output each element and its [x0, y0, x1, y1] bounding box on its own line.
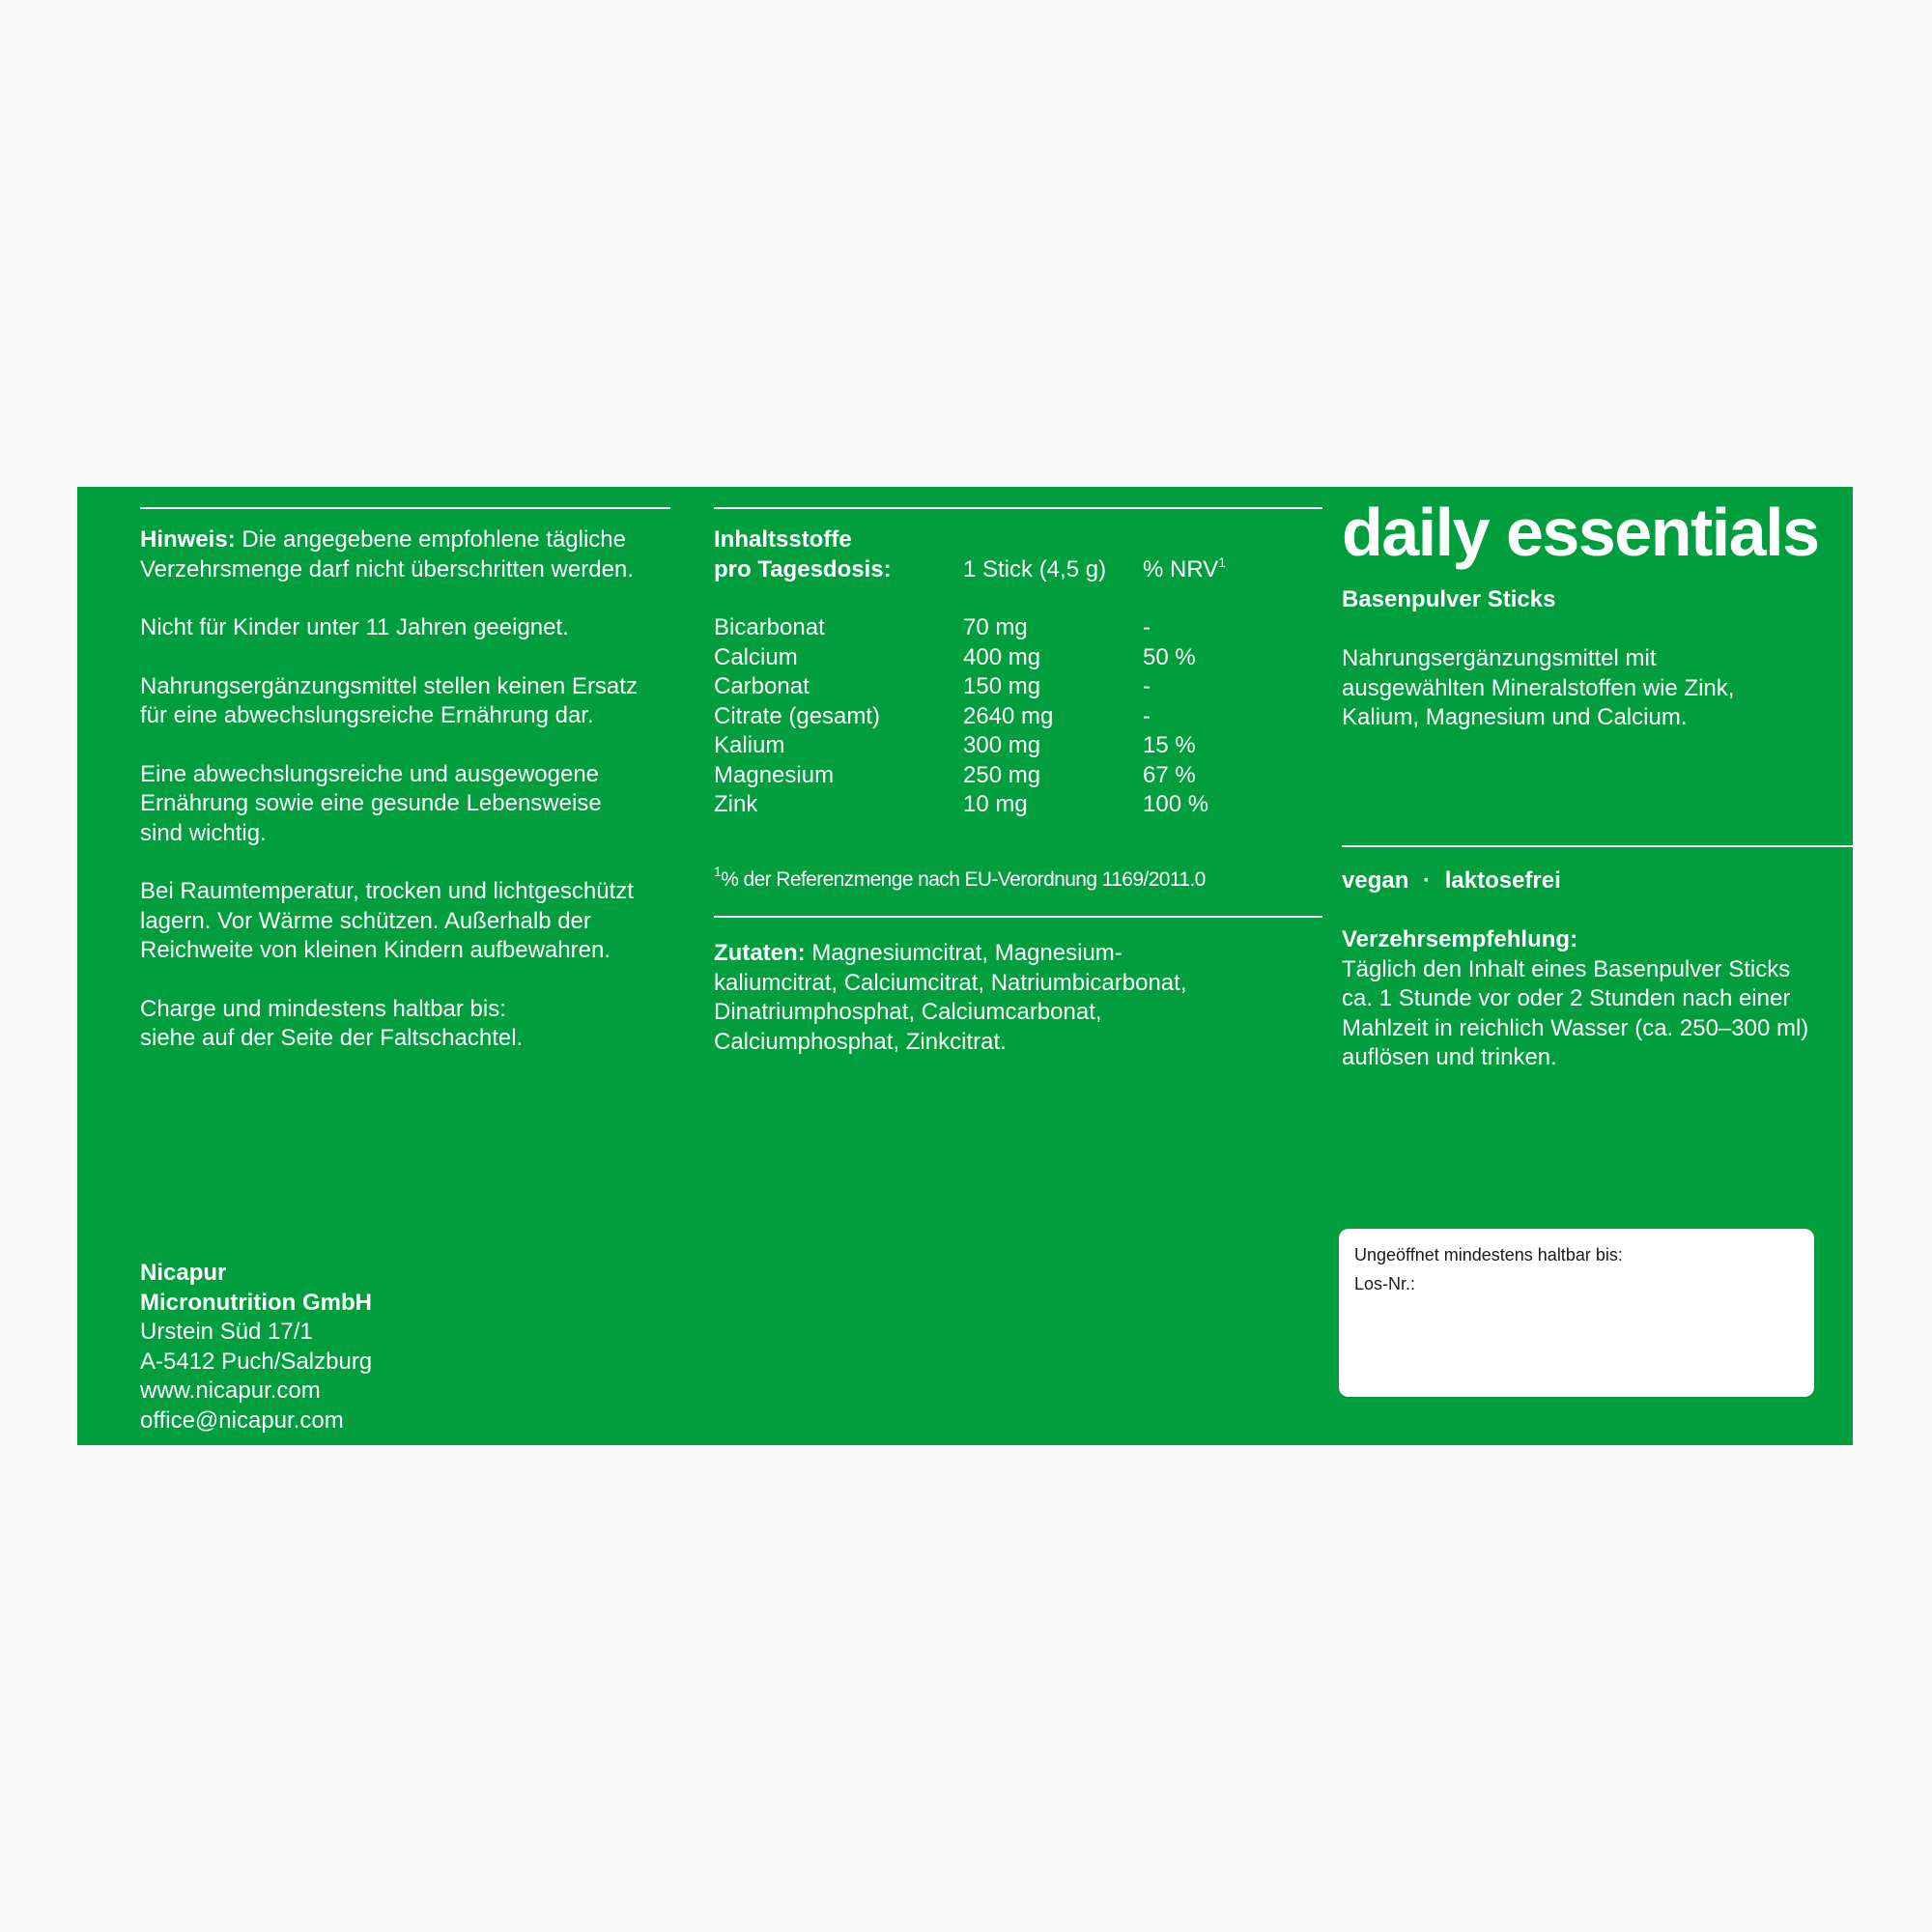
nutrition-header-nrv	[1143, 555, 1226, 585]
nutrition-header-amount: 1 Stick (4,5 g)	[963, 555, 1107, 582]
notice-ersatz-line-1: Nahrungsergänzungsmittel stellen keinen Ersatz	[140, 672, 638, 699]
notice-ernaehrung-line-3: sind wichtig.	[140, 819, 267, 846]
usage-line-2: ca. 1 Stunde vor oder 2 Stunden nach einer	[1342, 985, 1791, 1011]
ingredients-line-3: Dinatriumphosphat, Calciumcarbonat,	[714, 999, 1102, 1025]
notice-hinweis-text: Die angegebene empfohlene tägliche	[235, 526, 626, 553]
nutrient-amount: 300 mg	[963, 732, 1041, 758]
ingredients-line-2: kaliumcitrat, Calciumcitrat, Natriumbicarbonat,	[714, 969, 1187, 996]
nutrition-header-label-2: pro Tagesdosis:	[714, 555, 892, 582]
nutrient-nrv: -	[1143, 702, 1151, 729]
notice-column	[140, 526, 638, 1054]
nutrient-amount: 10 mg	[963, 791, 1028, 817]
company-email: office@nicapur.com	[140, 1406, 344, 1434]
ingredients-block	[714, 939, 1186, 1057]
company-website: www.nicapur.com	[140, 1378, 321, 1404]
product-title: daily essentials	[1342, 495, 1819, 570]
product-description-line-3: Kalium, Magnesium und Calcium.	[1342, 704, 1688, 730]
notice-ernaehrung-line-2: Ernährung sowie eine gesunde Lebensweise	[140, 790, 602, 816]
nutrition-header-row-1	[714, 526, 1226, 555]
tag-separator: ·	[1423, 867, 1432, 894]
product-description	[1342, 644, 1734, 733]
nutrient-name: Bicarbonat	[714, 614, 825, 640]
nutrient-name: Kalium	[714, 732, 785, 758]
nutrition-row	[714, 761, 1226, 791]
product-tags	[1342, 867, 1561, 896]
divider-middle-top	[714, 507, 1322, 509]
usage-heading: Verzehrsempfehlung:	[1342, 926, 1578, 952]
nutrition-row	[714, 613, 1226, 643]
nutrient-name: Carbonat	[714, 673, 810, 699]
batch-stamp-box	[1339, 1229, 1814, 1397]
product-subtitle: Basenpulver Sticks	[1342, 586, 1556, 612]
nutrition-row	[714, 702, 1226, 732]
nutrient-nrv: 15 %	[1143, 732, 1196, 758]
notice-charge	[140, 995, 638, 1054]
nutrient-amount: 70 mg	[963, 614, 1028, 640]
usage-recommendation	[1342, 925, 1808, 1073]
notice-hinweis-label: Hinweis:	[140, 526, 236, 553]
nutrient-name: Magnesium	[714, 761, 835, 788]
nutrition-footnote-text: % der Referenzmenge nach EU-Verordnung 1169/2011.0	[721, 868, 1206, 891]
notice-hinweis	[140, 526, 638, 584]
nutrient-nrv: 100 %	[1143, 791, 1209, 817]
nutrition-footnote	[714, 866, 1206, 895]
product-description-line-1: Nahrungsergänzungsmittel mit	[1342, 645, 1657, 671]
company-name-line-1: Nicapur	[140, 1260, 227, 1286]
notice-ernaehrung-line-1: Eine abwechslungsreiche und ausgewogene	[140, 760, 600, 787]
nutrition-table	[714, 526, 1226, 820]
nutrient-amount: 400 mg	[963, 643, 1041, 670]
nutrient-amount: 250 mg	[963, 761, 1041, 788]
notice-kinder: Nicht für Kinder unter 11 Jahren geeignet.	[140, 614, 569, 640]
notice-storage-line-2: lagern. Vor Wärme schützen. Außerhalb der	[140, 907, 591, 934]
notice-ersatz-line-2: für eine abwechslungsreiche Ernährung dar.	[140, 702, 594, 728]
best-before-label: Ungeöffnet mindestens haltbar bis:	[1354, 1245, 1623, 1264]
notice-hinweis-text-2: Verzehrsmenge darf nicht überschritten werden.	[140, 555, 634, 582]
company-city: A-5412 Puch/Salzburg	[140, 1348, 373, 1375]
nutrient-nrv: -	[1143, 673, 1151, 699]
tag-laktosefrei: laktosefrei	[1444, 867, 1561, 894]
usage-line-1: Täglich den Inhalt eines Basenpulver Sticks	[1342, 955, 1791, 982]
notice-storage-line-1: Bei Raumtemperatur, trocken und lichtgeschützt	[140, 878, 634, 904]
company-street: Urstein Süd 17/1	[140, 1319, 313, 1345]
divider-left-top	[140, 507, 670, 509]
nutrition-row	[714, 790, 1226, 820]
nutrient-nrv: 50 %	[1143, 643, 1196, 670]
nutrition-header-nrv-text: % NRV	[1143, 555, 1219, 582]
nutrient-amount: 2640 mg	[963, 702, 1054, 729]
nutrient-nrv: -	[1143, 614, 1151, 640]
notice-ernaehrung	[140, 760, 638, 849]
nutrient-name: Zink	[714, 791, 758, 817]
notice-charge-line-2: siehe auf der Seite der Faltschachtel.	[140, 1025, 524, 1051]
notice-storage	[140, 877, 638, 966]
nutrition-header-label-1: Inhaltsstoffe	[714, 526, 852, 553]
usage-line-3: Mahlzeit in reichlich Wasser (ca. 250–300 ml)	[1342, 1014, 1809, 1041]
lot-number-label: Los-Nr.:	[1354, 1274, 1416, 1293]
tag-vegan: vegan	[1342, 867, 1409, 894]
nutrition-row	[714, 731, 1226, 761]
ingredients-label: Zutaten:	[714, 940, 806, 966]
nutrient-name: Citrate (gesamt)	[714, 702, 881, 729]
ingredients-line-4: Calciumphosphat, Zinkcitrat.	[714, 1028, 1007, 1055]
nutrient-amount: 150 mg	[963, 673, 1041, 699]
nutrition-header-nrv-sup: 1	[1218, 554, 1227, 570]
usage-line-4: auflösen und trinken.	[1342, 1044, 1557, 1070]
notice-charge-line-1: Charge und mindestens haltbar bis:	[140, 995, 506, 1022]
nutrient-nrv: 67 %	[1143, 761, 1196, 788]
notice-storage-line-3: Reichweite von kleinen Kindern aufbewahren.	[140, 937, 611, 963]
company-address	[140, 1259, 372, 1435]
product-label-panel	[77, 487, 1853, 1445]
product-description-line-2: ausgewählten Mineralstoffen wie Zink,	[1342, 674, 1735, 701]
divider-middle-ingredients	[714, 916, 1322, 918]
nutrition-header-row-2	[714, 555, 1226, 585]
nutrition-footnote-sup: 1	[714, 864, 722, 879]
nutrition-row	[714, 643, 1226, 673]
nutrition-row	[714, 672, 1226, 702]
company-name-line-2: Micronutrition GmbH	[140, 1289, 372, 1316]
ingredients-line-1: Magnesiumcitrat, Magnesium-	[805, 940, 1122, 966]
nutrient-name: Calcium	[714, 643, 798, 670]
notice-ersatz	[140, 672, 638, 731]
divider-right	[1342, 845, 1853, 847]
